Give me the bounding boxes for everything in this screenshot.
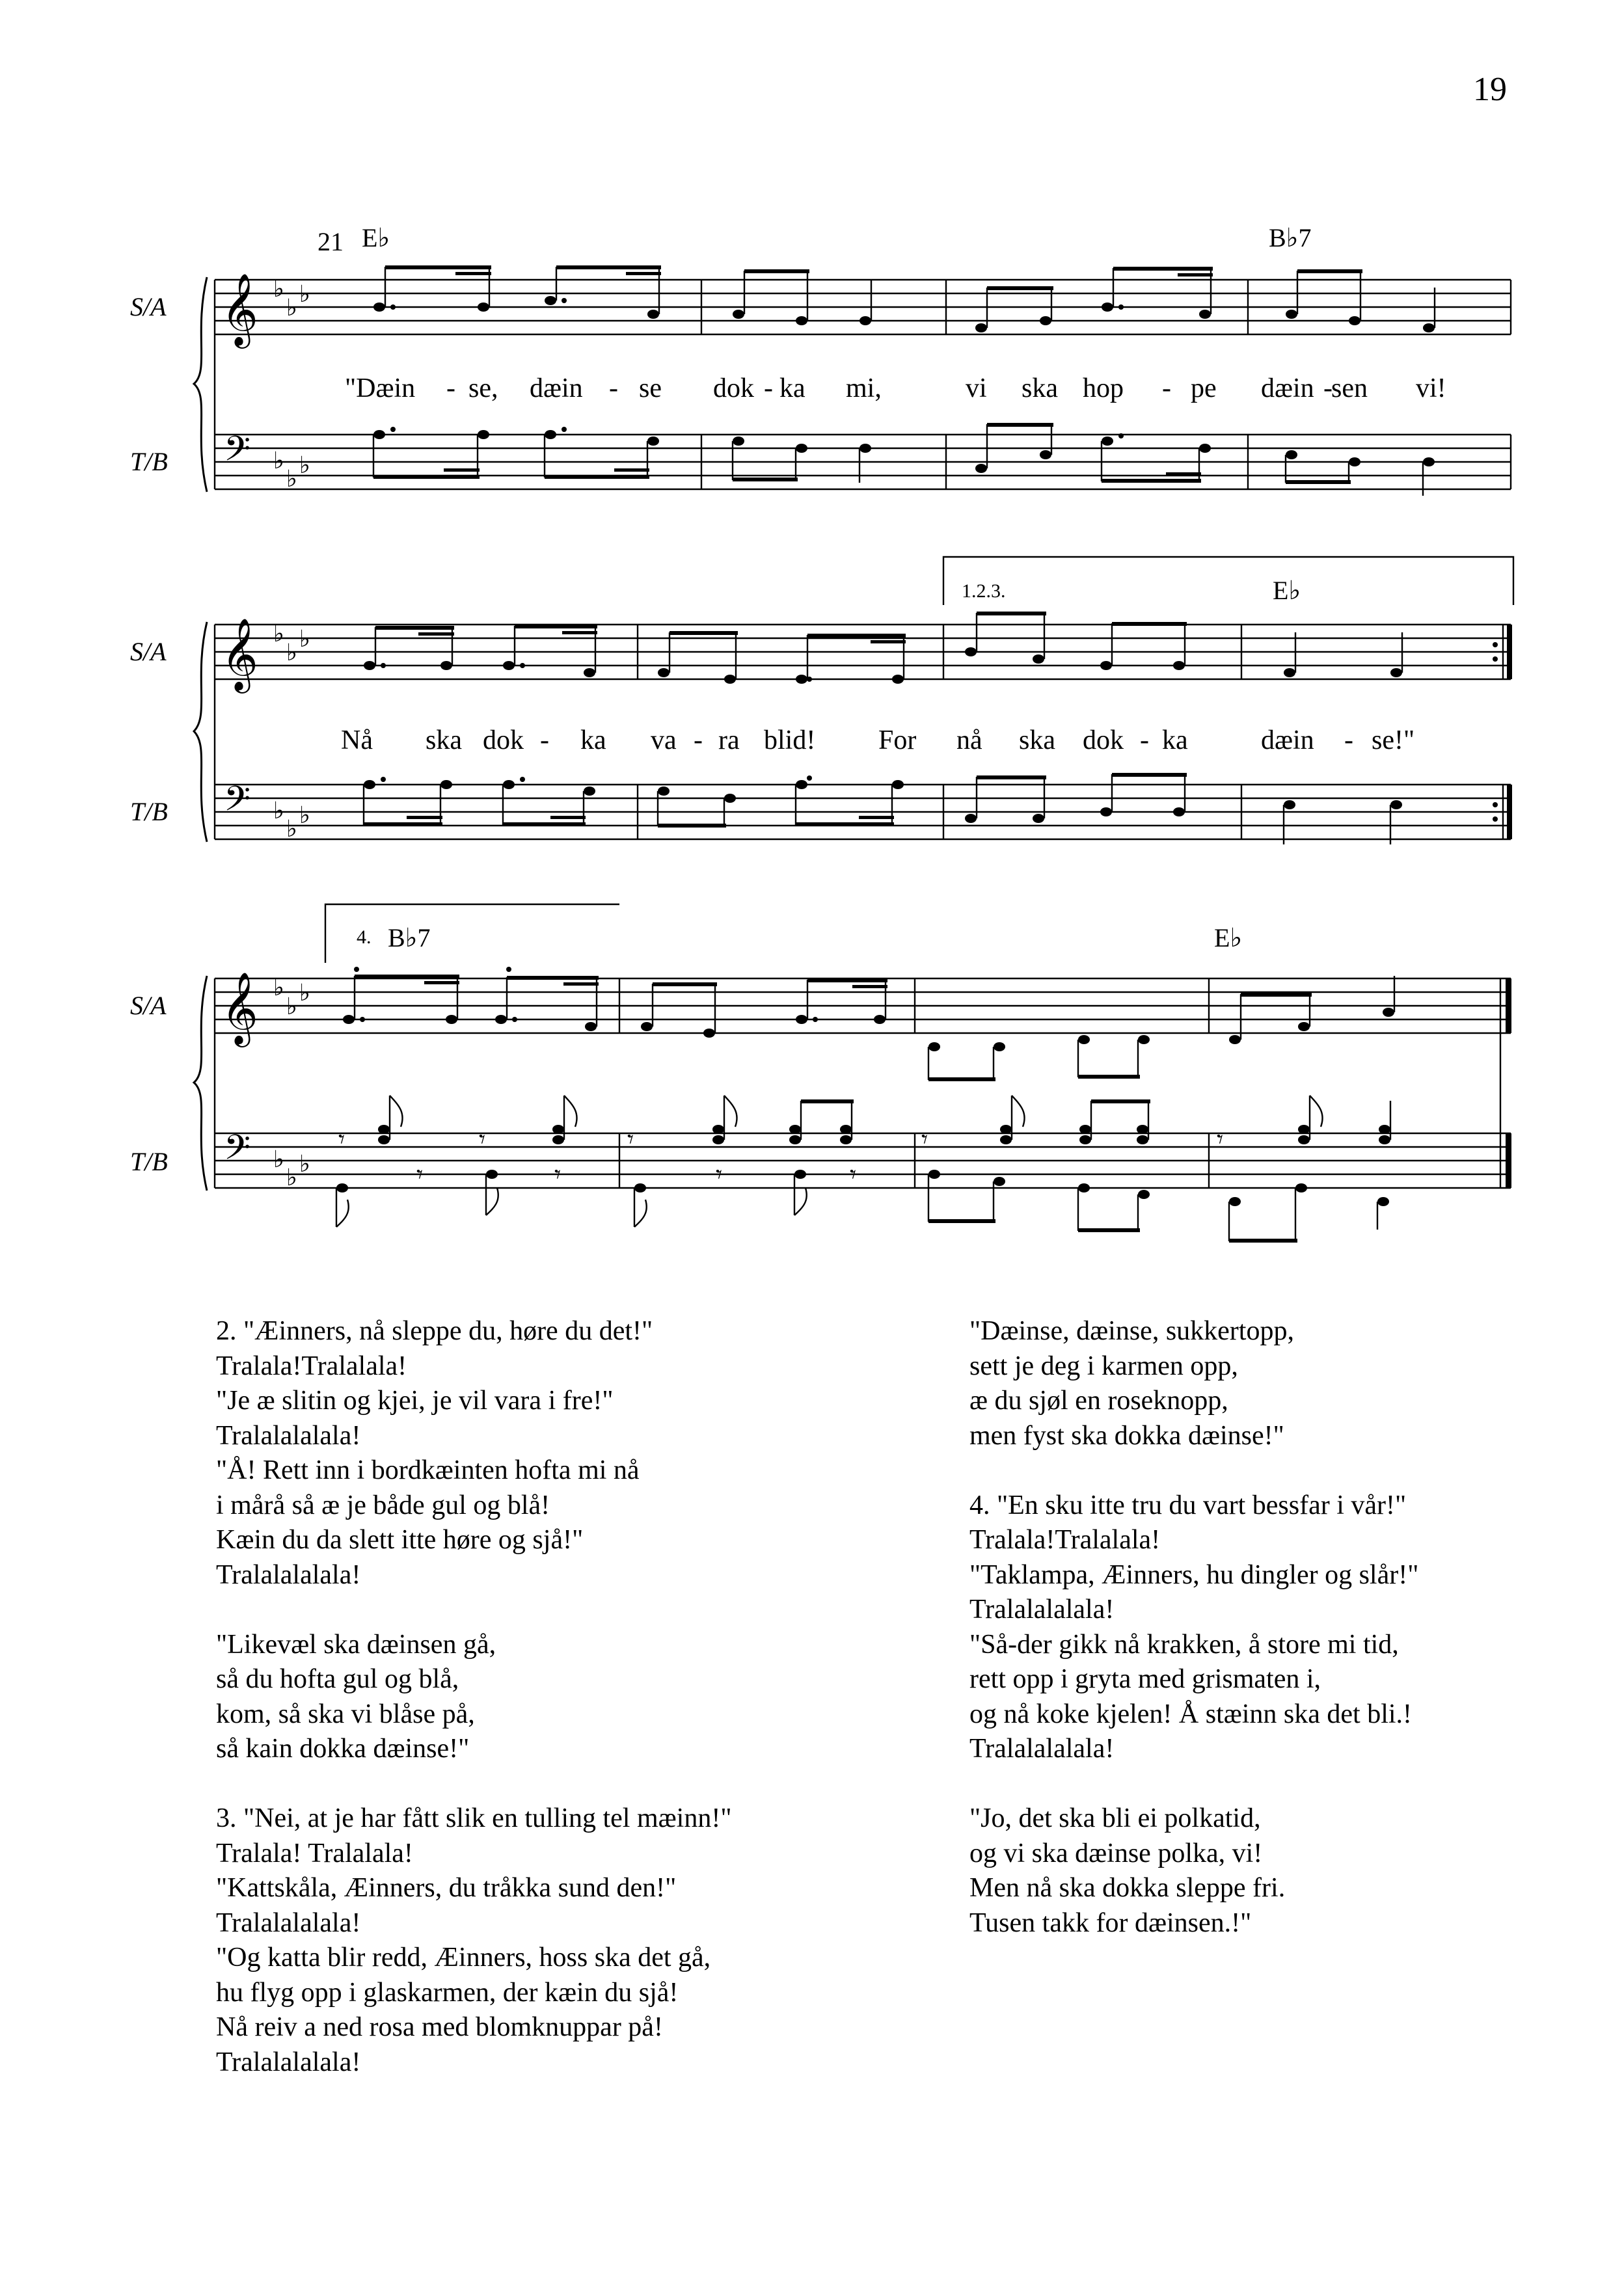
verse-line: Tralalalalala! bbox=[969, 1595, 1115, 1624]
lyric-hyphen: - bbox=[764, 373, 773, 403]
svg-text:♭: ♭ bbox=[286, 1165, 297, 1191]
lyric-syllable: nå bbox=[956, 725, 982, 755]
verse-line: "Je æ slitin og kjei, je vil vara i fre!" bbox=[216, 1386, 614, 1416]
verse-line: "Taklampa, Æinners, hu dingler og slår!" bbox=[969, 1559, 1419, 1590]
verse-line: Tralalalalala! bbox=[216, 2047, 361, 2077]
svg-text:♭: ♭ bbox=[273, 975, 284, 1001]
svg-text:♭: ♭ bbox=[286, 640, 297, 666]
music-system-1 bbox=[0, 215, 1624, 527]
svg-text:𝄾: 𝄾 bbox=[479, 1125, 486, 1153]
staff-label-tb: T/B bbox=[130, 447, 168, 476]
staff-notation bbox=[0, 898, 1624, 1301]
stanza-gap bbox=[969, 1453, 1594, 1488]
chord-symbol: B♭7 bbox=[1269, 223, 1312, 252]
verse-line: så du hofta gul og blå, bbox=[216, 1664, 459, 1694]
stanza-gap bbox=[216, 1593, 945, 1628]
svg-text:♭: ♭ bbox=[286, 466, 297, 492]
music-system-3 bbox=[0, 898, 1624, 1301]
verse-line: Tusen takk for dæinsen.!" bbox=[969, 1907, 1252, 1938]
measure-number: 21 bbox=[318, 227, 344, 256]
svg-text:𝄾: 𝄾 bbox=[416, 1160, 424, 1189]
lyric-hyphen: - bbox=[609, 373, 618, 403]
svg-text:𝄞: 𝄞 bbox=[221, 273, 258, 345]
lyric-syllable: For bbox=[878, 725, 917, 755]
verse-line: "Og katta blir redd, Æinners, hoss ska det gå, bbox=[216, 1943, 711, 1973]
verse-line: Tralala!Tralalala! bbox=[216, 1351, 407, 1381]
lyric-syllable: "Dæin bbox=[345, 373, 416, 403]
svg-text:𝄾: 𝄾 bbox=[338, 1125, 345, 1153]
lyric-syllable: se bbox=[639, 373, 662, 403]
ending-label: 1.2.3. bbox=[962, 580, 1006, 602]
lyric-syllable: ska bbox=[426, 725, 462, 755]
staff-label-tb: T/B bbox=[130, 797, 168, 826]
svg-text:♭: ♭ bbox=[299, 980, 310, 1006]
svg-text:♭: ♭ bbox=[286, 993, 297, 1020]
chord-symbol: E♭ bbox=[1214, 923, 1243, 952]
lyric-syllable: dæin bbox=[1261, 373, 1314, 403]
lyric-syllable: blid! bbox=[764, 725, 816, 755]
svg-text:♭: ♭ bbox=[299, 626, 310, 653]
staff-label-sa: S/A bbox=[130, 292, 167, 321]
lyric-syllable: ra bbox=[718, 725, 740, 755]
lyric-hyphen: - bbox=[1344, 725, 1353, 755]
lyric-syllable: pe bbox=[1191, 373, 1217, 403]
svg-text:𝄞: 𝄞 bbox=[221, 971, 258, 1044]
lyric-syllable: Nå bbox=[341, 725, 373, 755]
lyric-syllable: hop bbox=[1083, 373, 1124, 403]
lyric-syllable: va bbox=[651, 725, 677, 755]
verse-line: Kæin du da slett itte høre og sjå!" bbox=[216, 1525, 584, 1555]
svg-text:♭: ♭ bbox=[299, 452, 310, 479]
svg-text:𝄾: 𝄾 bbox=[716, 1160, 723, 1189]
verse-line: "Likevæl ska dæinsen gå, bbox=[216, 1629, 496, 1660]
music-system-2 bbox=[0, 553, 1624, 865]
verse-line: så kain dokka dæinse!" bbox=[216, 1734, 470, 1764]
lyric-syllable: vi bbox=[966, 373, 987, 403]
lyric-syllable: ka bbox=[1162, 725, 1188, 755]
chord-symbol: E♭ bbox=[1273, 576, 1301, 605]
verse-line: Tralalalalala! bbox=[216, 1559, 361, 1590]
verse-line: "Kattskåla, Æinners, du tråkka sund den!" bbox=[216, 1873, 677, 1903]
chord-symbol: B♭7 bbox=[388, 923, 431, 952]
svg-text:♭: ♭ bbox=[299, 802, 310, 829]
svg-text:♭: ♭ bbox=[273, 276, 284, 303]
lyric-syllable: sen bbox=[1331, 373, 1368, 403]
svg-text:♭: ♭ bbox=[273, 1146, 284, 1173]
lyric-syllable: ska bbox=[1019, 725, 1055, 755]
verse-line: men fyst ska dokka dæinse!" bbox=[969, 1420, 1284, 1451]
lyric-syllable: ka bbox=[580, 725, 606, 755]
verse-line: Tralalalalala! bbox=[216, 1907, 361, 1938]
lyric-syllable: dok bbox=[1083, 725, 1124, 755]
staff-label-tb: T/B bbox=[130, 1147, 168, 1176]
lyric-syllable: ka bbox=[779, 373, 805, 403]
chord-symbol: E♭ bbox=[362, 223, 390, 252]
ending-label: 4. bbox=[357, 926, 372, 948]
verses-right-column bbox=[969, 1314, 1594, 1941]
lyric-hyphen: - bbox=[1140, 725, 1149, 755]
svg-text:𝄾: 𝄾 bbox=[1217, 1125, 1224, 1153]
verse-line: og vi ska dæinse polka, vi! bbox=[969, 1838, 1263, 1868]
verse-line: Men nå ska dokka sleppe fri. bbox=[969, 1873, 1286, 1903]
svg-text:𝄞: 𝄞 bbox=[221, 617, 258, 690]
svg-text:♭: ♭ bbox=[286, 295, 297, 321]
verse-line: Tralalalalala! bbox=[969, 1734, 1115, 1764]
lyric-syllable: dæin bbox=[1261, 725, 1314, 755]
lyric-hyphen: - bbox=[694, 725, 703, 755]
verse-line: "Å! Rett inn i bordkæinten hofta mi nå bbox=[216, 1455, 640, 1485]
verse-line: Tralalalalala! bbox=[216, 1420, 361, 1451]
staff-label-sa: S/A bbox=[130, 637, 167, 666]
verse-line: Nå reiv a ned rosa med blomknuppar på! bbox=[216, 2012, 663, 2042]
verse-line: 2. "Æinners, nå sleppe du, høre du det!" bbox=[216, 1316, 653, 1346]
stanza-gap bbox=[969, 1767, 1594, 1802]
staff-notation bbox=[0, 215, 1624, 527]
verse-line: kom, så ska vi blåse på, bbox=[216, 1699, 475, 1729]
lyric-syllable: dok bbox=[483, 725, 524, 755]
svg-text:𝄾: 𝄾 bbox=[627, 1125, 634, 1153]
svg-text:𝄾: 𝄾 bbox=[554, 1160, 562, 1189]
staff-label-sa: S/A bbox=[130, 991, 167, 1020]
lyric-syllable: ska bbox=[1022, 373, 1058, 403]
lyric-syllable: se, bbox=[468, 373, 498, 403]
lyric-syllable: mi, bbox=[846, 373, 882, 403]
lyric-hyphen: - bbox=[1323, 373, 1333, 403]
verse-line: 3. "Nei, at je har fått slik en tulling tel mæinn!" bbox=[216, 1803, 732, 1833]
svg-text:𝄢: 𝄢 bbox=[224, 1128, 251, 1176]
verse-line: 4. "En sku itte tru du vart bessfar i vår!" bbox=[969, 1490, 1407, 1520]
verse-line: "Dæinse, dæinse, sukkertopp, bbox=[969, 1316, 1294, 1346]
lyric-syllable: vi! bbox=[1416, 373, 1446, 403]
lyric-syllable: dok bbox=[713, 373, 754, 403]
svg-text:♭: ♭ bbox=[273, 621, 284, 647]
verse-line: "Jo, det ska bli ei polkatid, bbox=[969, 1803, 1261, 1833]
svg-text:♭: ♭ bbox=[299, 1151, 310, 1178]
svg-text:𝄢: 𝄢 bbox=[224, 779, 251, 828]
verse-line: i mårå så æ je både gul og blå! bbox=[216, 1490, 550, 1520]
verse-line: hu flyg opp i glaskarmen, der kæin du sjå! bbox=[216, 1977, 679, 2008]
svg-text:𝄾: 𝄾 bbox=[850, 1160, 857, 1189]
lyric-syllable: dæin bbox=[530, 373, 583, 403]
lyric-syllable: se!" bbox=[1372, 725, 1415, 755]
page-number: 19 bbox=[1473, 71, 1507, 108]
svg-text:♭: ♭ bbox=[299, 281, 310, 308]
verse-line: rett opp i gryta med grismaten i, bbox=[969, 1664, 1321, 1694]
stanza-gap bbox=[216, 1767, 945, 1802]
lyric-hyphen: - bbox=[1162, 373, 1171, 403]
svg-text:♭: ♭ bbox=[286, 816, 297, 842]
staff-notation bbox=[0, 553, 1624, 865]
svg-text:♭: ♭ bbox=[273, 798, 284, 824]
svg-text:𝄾: 𝄾 bbox=[921, 1125, 928, 1153]
svg-text:𝄢: 𝄢 bbox=[224, 429, 251, 478]
verse-line: Tralala! Tralalala! bbox=[216, 1838, 413, 1868]
lyric-hyphen: - bbox=[446, 373, 455, 403]
svg-text:♭: ♭ bbox=[273, 448, 284, 474]
verse-line: sett je deg i karmen opp, bbox=[969, 1351, 1238, 1381]
lyric-hyphen: - bbox=[540, 725, 549, 755]
verse-line: Tralala!Tralalala! bbox=[969, 1525, 1161, 1555]
verse-line: æ du sjøl en roseknopp, bbox=[969, 1386, 1228, 1416]
verse-line: "Så-der gikk nå krakken, å store mi tid, bbox=[969, 1629, 1399, 1660]
verses-left-column bbox=[216, 1314, 945, 2080]
verse-line: og nå koke kjelen! Å stæinn ska det bli.! bbox=[969, 1699, 1413, 1729]
